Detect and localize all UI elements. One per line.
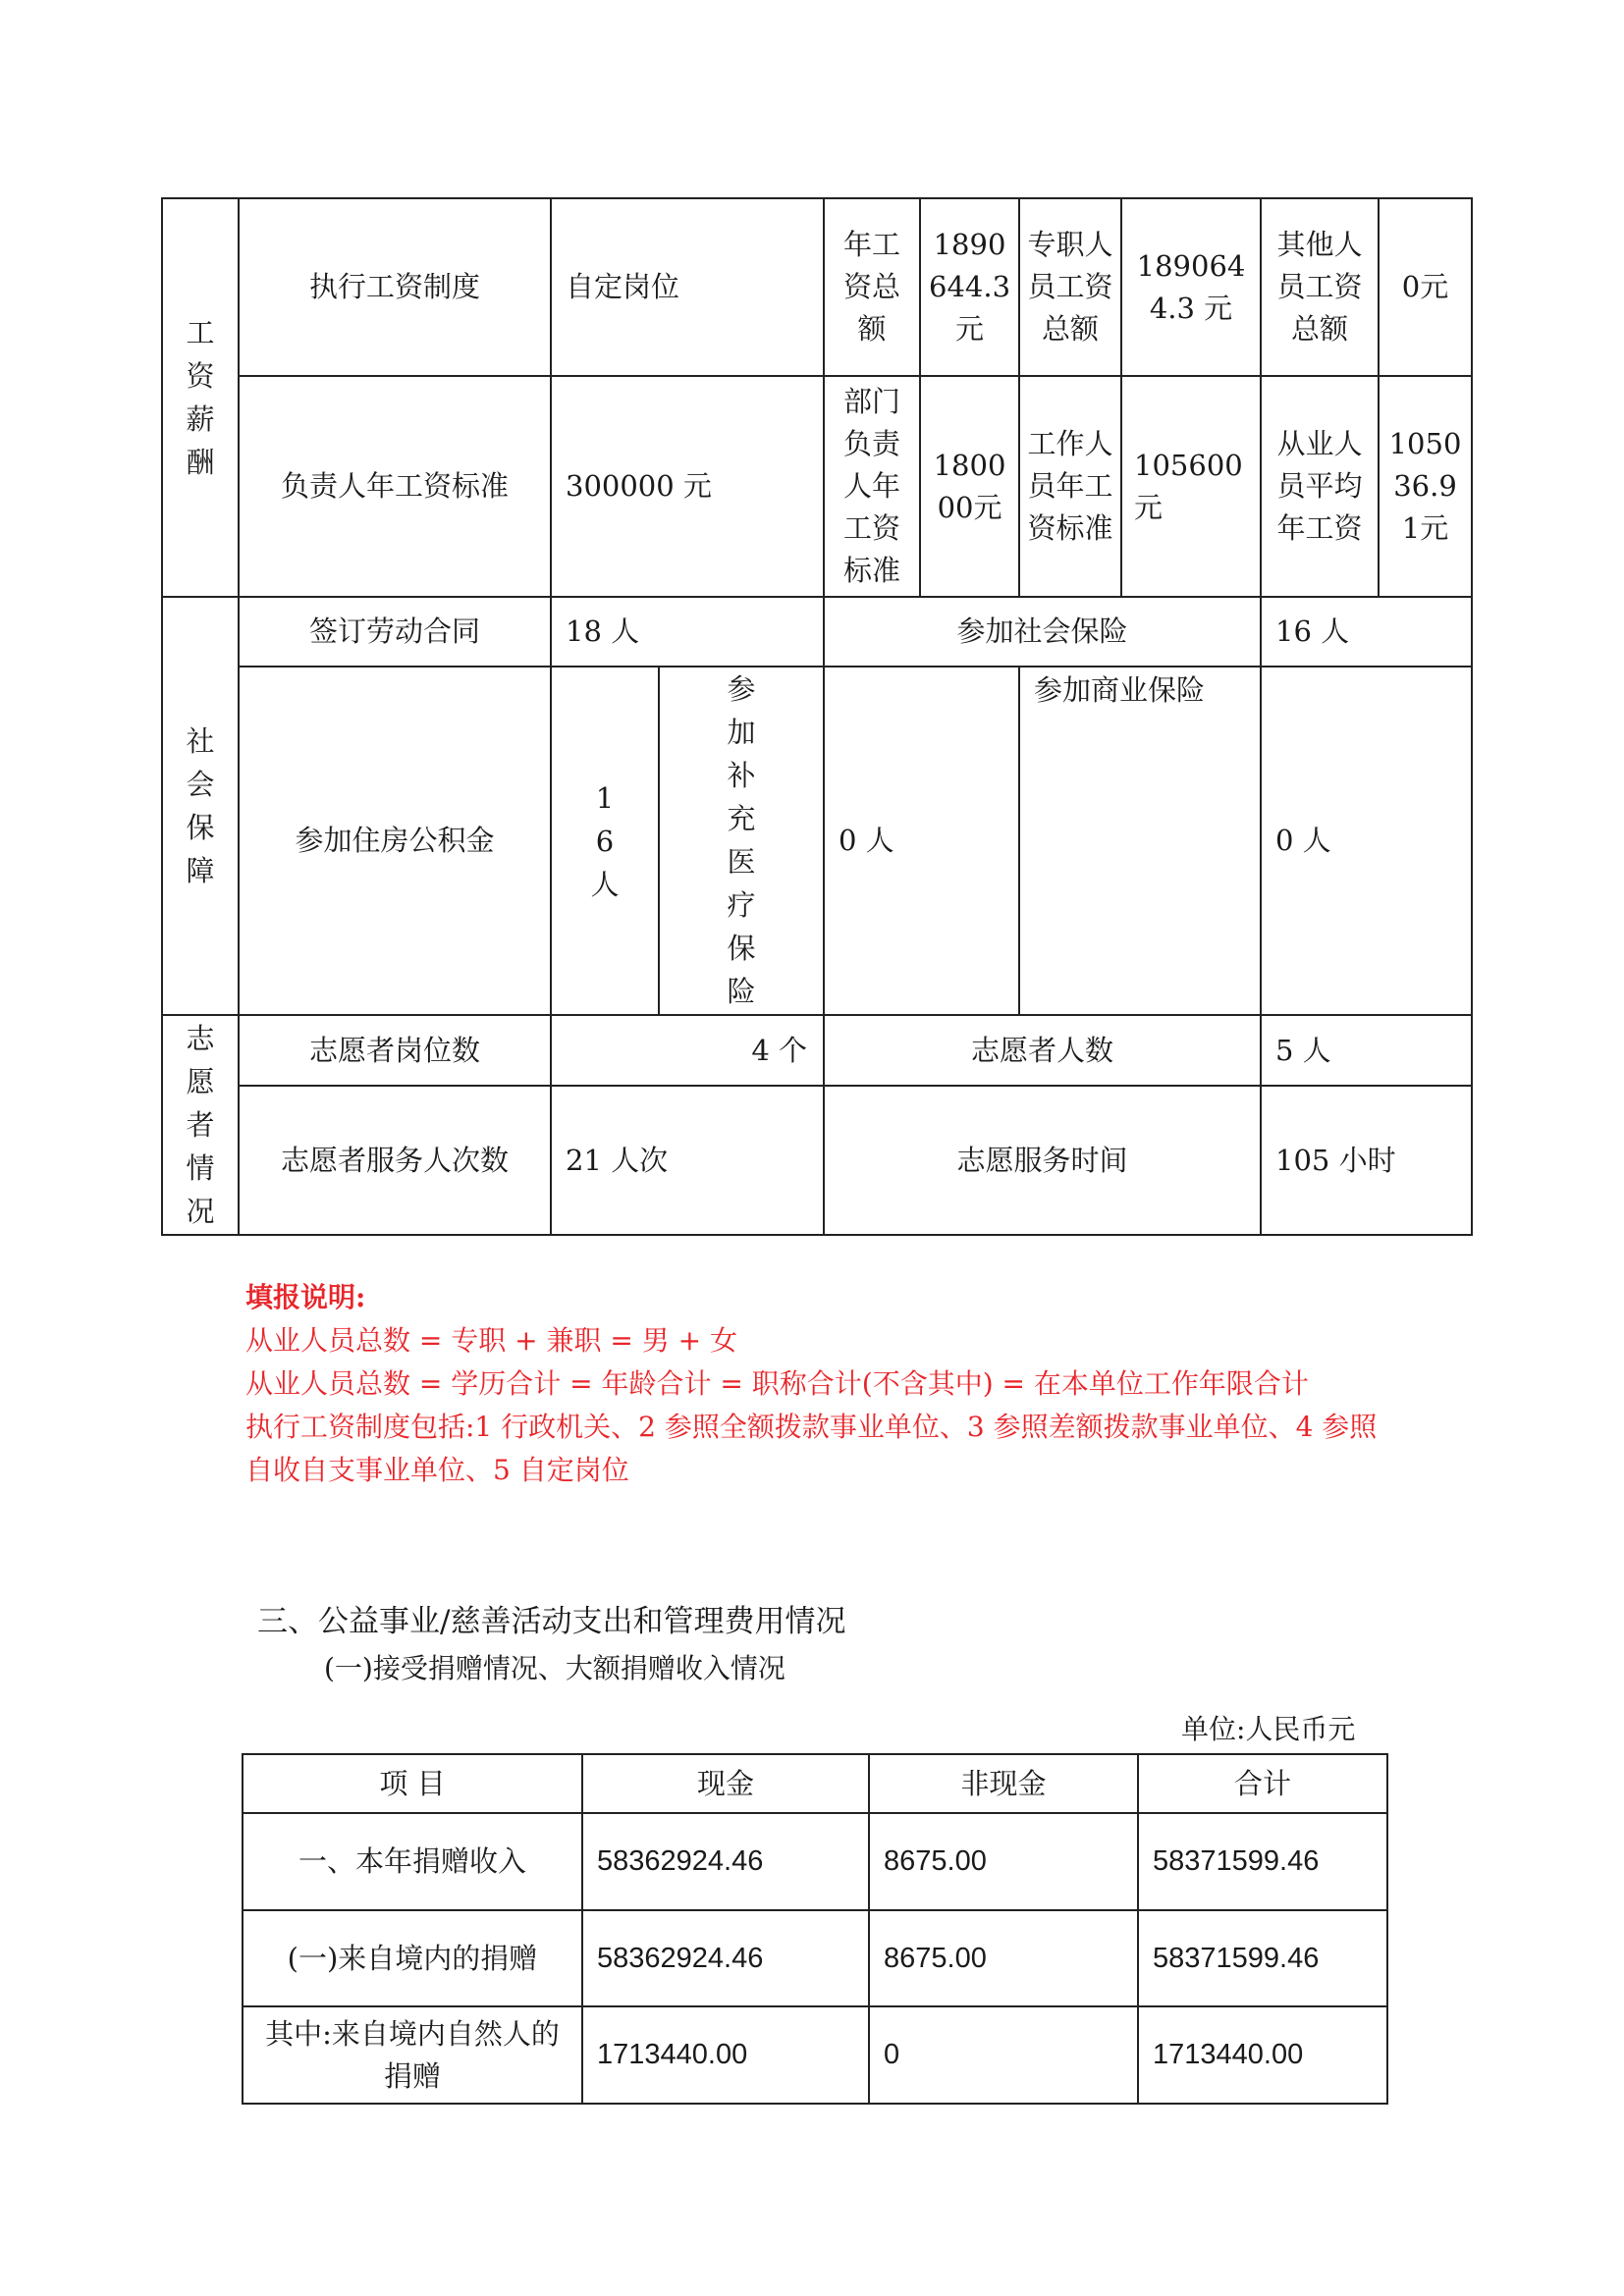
volunteer-service-value: 21 人次 (551, 1086, 824, 1235)
staff-salary-value: 105600元 (1121, 376, 1261, 597)
volunteer-hours-label: 志愿服务时间 (824, 1086, 1261, 1235)
volunteer-count-value: 5 人 (1261, 1015, 1472, 1086)
notes-line-2: 从业人员总数 = 学历合计 = 年龄合计 = 职称合计(不含其中) = 在本单位工作年限合计 (245, 1367, 1309, 1400)
medical-value: 0 人 (824, 667, 1019, 1015)
staff-salary-label: 工作人员年工资标准 (1019, 376, 1121, 597)
donation-header-row (243, 1754, 1387, 1813)
dept-salary-label: 部门负责人年工资标准 (824, 376, 920, 597)
notes-line-1: 从业人员总数 = 专职 + 兼职 = 男 + 女 (245, 1324, 738, 1357)
row-total: 1713440.00 (1138, 2006, 1387, 2104)
total-salary-value: 1890644.3元 (920, 198, 1019, 376)
medical-label: 参加补充医疗保险 (659, 667, 824, 1015)
row-total: 58371599.46 (1138, 1910, 1387, 2006)
row-item: (一)来自境内的捐赠 (243, 1910, 582, 2006)
head-salary-value: 300000 元 (551, 376, 824, 597)
salary-section-label: 工资薪酬 (162, 198, 239, 597)
row-item: 其中:来自境内自然人的捐赠 (243, 2006, 582, 2104)
row-cash: 58362924.46 (582, 1910, 869, 2006)
volunteer-section-label: 志愿者情况 (162, 1015, 239, 1235)
exec-salary-label: 执行工资制度 (239, 198, 551, 376)
table-row (243, 1910, 1387, 2006)
row-item: 一、本年捐赠收入 (243, 1813, 582, 1910)
header-item: 项 目 (243, 1754, 582, 1813)
dept-salary-value: 180000元 (920, 376, 1019, 597)
donation-table (242, 1753, 1388, 2105)
filling-notes (245, 1276, 1394, 1492)
volunteer-hours-value: 105 小时 (1261, 1086, 1472, 1235)
fulltime-salary-value: 1890644.3 元 (1121, 198, 1261, 376)
avg-salary-value: 105036.91元 (1379, 376, 1472, 597)
table-row (243, 1813, 1387, 1910)
other-salary-label: 其他人员工资总额 (1261, 198, 1379, 376)
total-salary-label: 年工资总额 (824, 198, 920, 376)
fund-label: 参加住房公积金 (239, 667, 551, 1015)
header-total: 合计 (1138, 1754, 1387, 1813)
row-noncash: 0 (869, 2006, 1138, 2104)
contract-value: 18 人 (551, 597, 824, 667)
row-noncash: 8675.00 (869, 1910, 1138, 2006)
other-salary-value: 0元 (1379, 198, 1472, 376)
volunteer-posts-label: 志愿者岗位数 (239, 1015, 551, 1086)
staff-info-table (161, 197, 1473, 1236)
notes-heading: 填报说明: (245, 1281, 366, 1313)
section-3-subtitle: (一)接受捐赠情况、大额捐赠收入情况 (324, 1652, 785, 1684)
row-total: 58371599.46 (1138, 1813, 1387, 1910)
row-cash: 58362924.46 (582, 1813, 869, 1910)
insurance-value: 16 人 (1261, 597, 1472, 667)
volunteer-count-label: 志愿者人数 (824, 1015, 1261, 1086)
insurance-label: 参加社会保险 (824, 597, 1261, 667)
head-salary-label: 负责人年工资标准 (239, 376, 551, 597)
row-cash: 1713440.00 (582, 2006, 869, 2104)
currency-unit: 单位:人民币元 (1181, 1713, 1356, 1745)
section-3-title: 三、公益事业/慈善活动支出和管理费用情况 (257, 1604, 846, 1639)
social-section-label: 社会保障 (162, 597, 239, 1015)
row-noncash: 8675.00 (869, 1813, 1138, 1910)
table-row (243, 2006, 1387, 2104)
contract-label: 签订劳动合同 (239, 597, 551, 667)
header-noncash: 非现金 (869, 1754, 1138, 1813)
header-cash: 现金 (582, 1754, 869, 1813)
commercial-value: 0 人 (1261, 667, 1472, 1015)
commercial-label: 参加商业保险 (1019, 667, 1261, 1015)
avg-salary-label: 从业人员平均年工资 (1261, 376, 1379, 597)
fund-value: 16人 (551, 667, 659, 1015)
exec-salary-value: 自定岗位 (551, 198, 824, 376)
volunteer-posts-value: 4 个 (551, 1015, 824, 1086)
volunteer-service-label: 志愿者服务人次数 (239, 1086, 551, 1235)
notes-line-3: 执行工资制度包括:1 行政机关、2 参照全额拨款事业单位、3 参照差额拨款事业单位、4 参照自收自支事业单位、5 自定岗位 (245, 1411, 1378, 1486)
fulltime-salary-label: 专职人员工资总额 (1019, 198, 1121, 376)
